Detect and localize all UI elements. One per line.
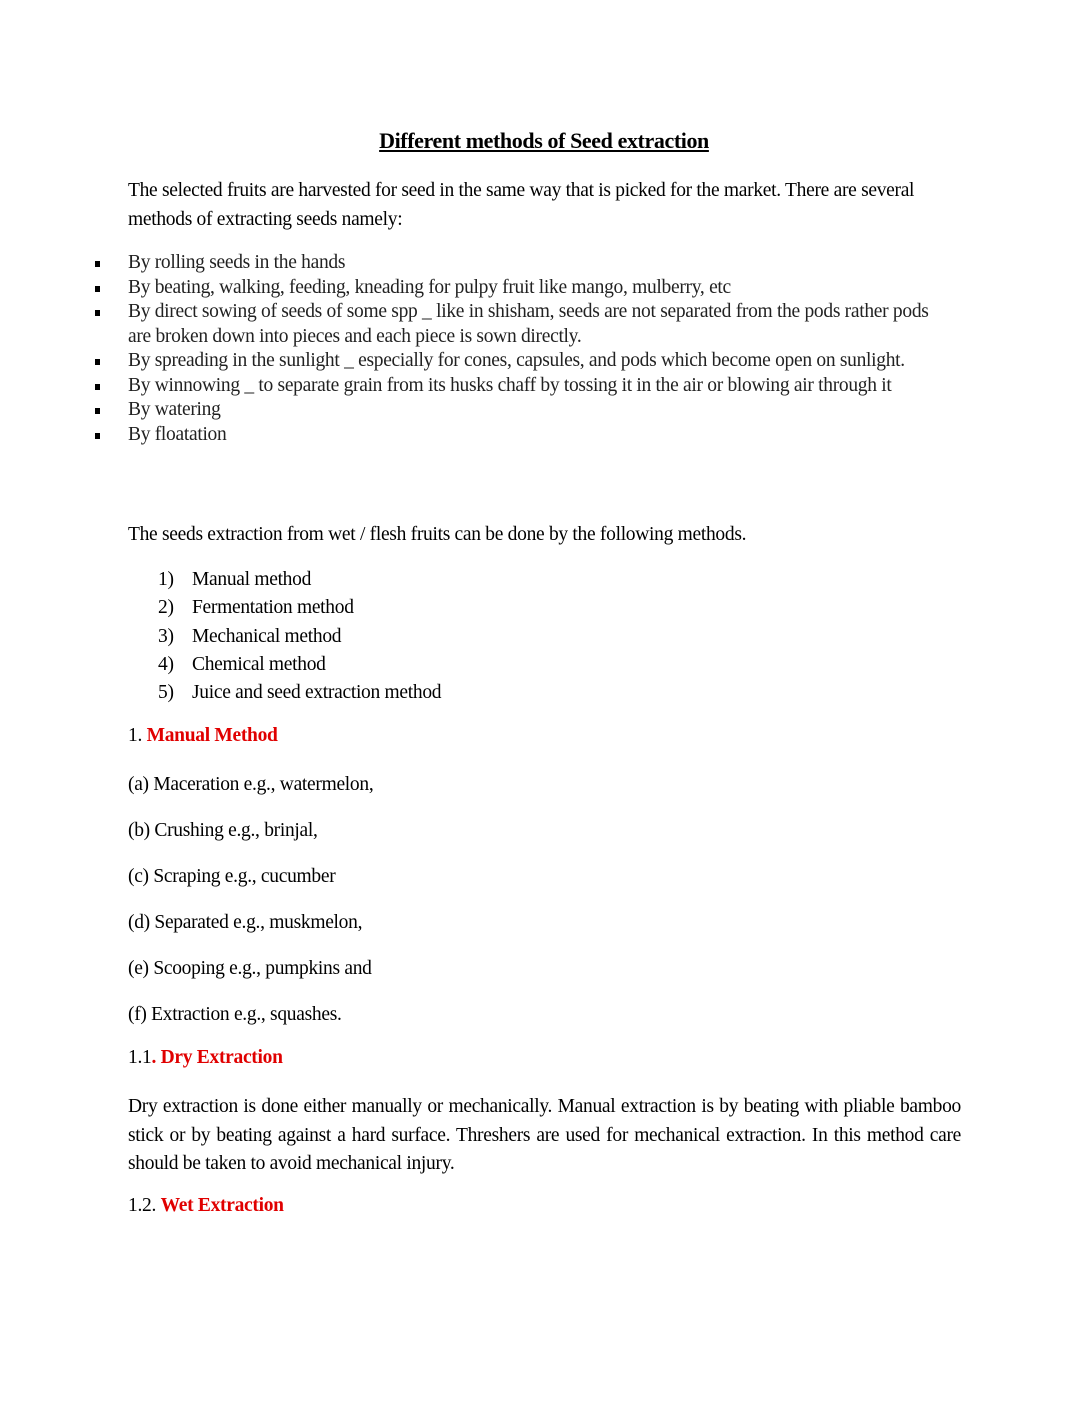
intro-paragraph: The selected fruits are harvested for seed in the same way that is picked for the market. There are several methods of extracting seeds namely: <box>128 180 915 230</box>
list-item: (a) Maceration e.g., watermelon, <box>128 774 374 795</box>
bullet-icon <box>95 384 100 390</box>
list-item: By watering <box>95 398 955 423</box>
section-heading-dry-extraction: 1.1. Dry Extraction <box>128 1047 283 1068</box>
dry-extraction-paragraph: Dry extraction is done either manually or mechanically. Manual extraction is by beating with pliable bamboo stick or by beating against a hard surface. Threshers are used for mechanical extraction. In this method care should be taken to avoid mechanical injury. <box>128 1096 961 1174</box>
list-item: (c) Scraping e.g., cucumber <box>128 866 336 887</box>
list-item: By direct sowing of seeds of some spp _ like in shisham, seeds are not separated from the pods rather pods are broken down into pieces and each piece is sown directly. <box>95 300 955 349</box>
list-item: By winnowing _ to separate grain from its husks chaff by tossing it in the air or blowing air through it <box>95 374 955 399</box>
list-item: 4) Chemical method <box>158 653 326 675</box>
wet-fruits-intro: The seeds extraction from wet / flesh fruits can be done by the following methods. <box>128 524 747 545</box>
list-item: (f) Extraction e.g., squashes. <box>128 1004 342 1025</box>
manual-method-examples <box>128 771 373 1047</box>
list-item: By spreading in the sunlight _ especially for cones, capsules, and pods which become open on sunlight. <box>95 349 955 374</box>
bullet-icon <box>95 261 100 267</box>
list-item: By rolling seeds in the hands <box>95 251 955 276</box>
list-item: 2) Fermentation method <box>158 597 354 619</box>
bullet-icon <box>95 310 100 316</box>
section-heading-wet-extraction: 1.2. Wet Extraction <box>128 1195 284 1216</box>
list-item: By beating, walking, feeding, kneading for pulpy fruit like mango, mulberry, etc <box>95 276 955 301</box>
bullet-icon <box>95 408 100 414</box>
wet-extraction-methods-list <box>158 566 441 707</box>
list-item: (b) Crushing e.g., brinjal, <box>128 820 318 841</box>
list-item: 3) Mechanical method <box>158 625 342 647</box>
list-item: (e) Scooping e.g., pumpkins and <box>128 958 372 979</box>
list-item: 1) Manual method <box>158 569 312 590</box>
list-item: (d) Separated e.g., muskmelon, <box>128 912 363 933</box>
extraction-methods-list <box>95 251 955 447</box>
list-item: By floatation <box>95 423 955 448</box>
bullet-icon <box>95 433 100 439</box>
section-heading-manual-method: 1. Manual Method <box>128 725 278 746</box>
bullet-icon <box>95 359 100 365</box>
document-title: Different methods of Seed extraction <box>379 128 709 153</box>
bullet-icon <box>95 286 100 292</box>
list-item: 5) Juice and seed extraction method <box>158 682 442 704</box>
